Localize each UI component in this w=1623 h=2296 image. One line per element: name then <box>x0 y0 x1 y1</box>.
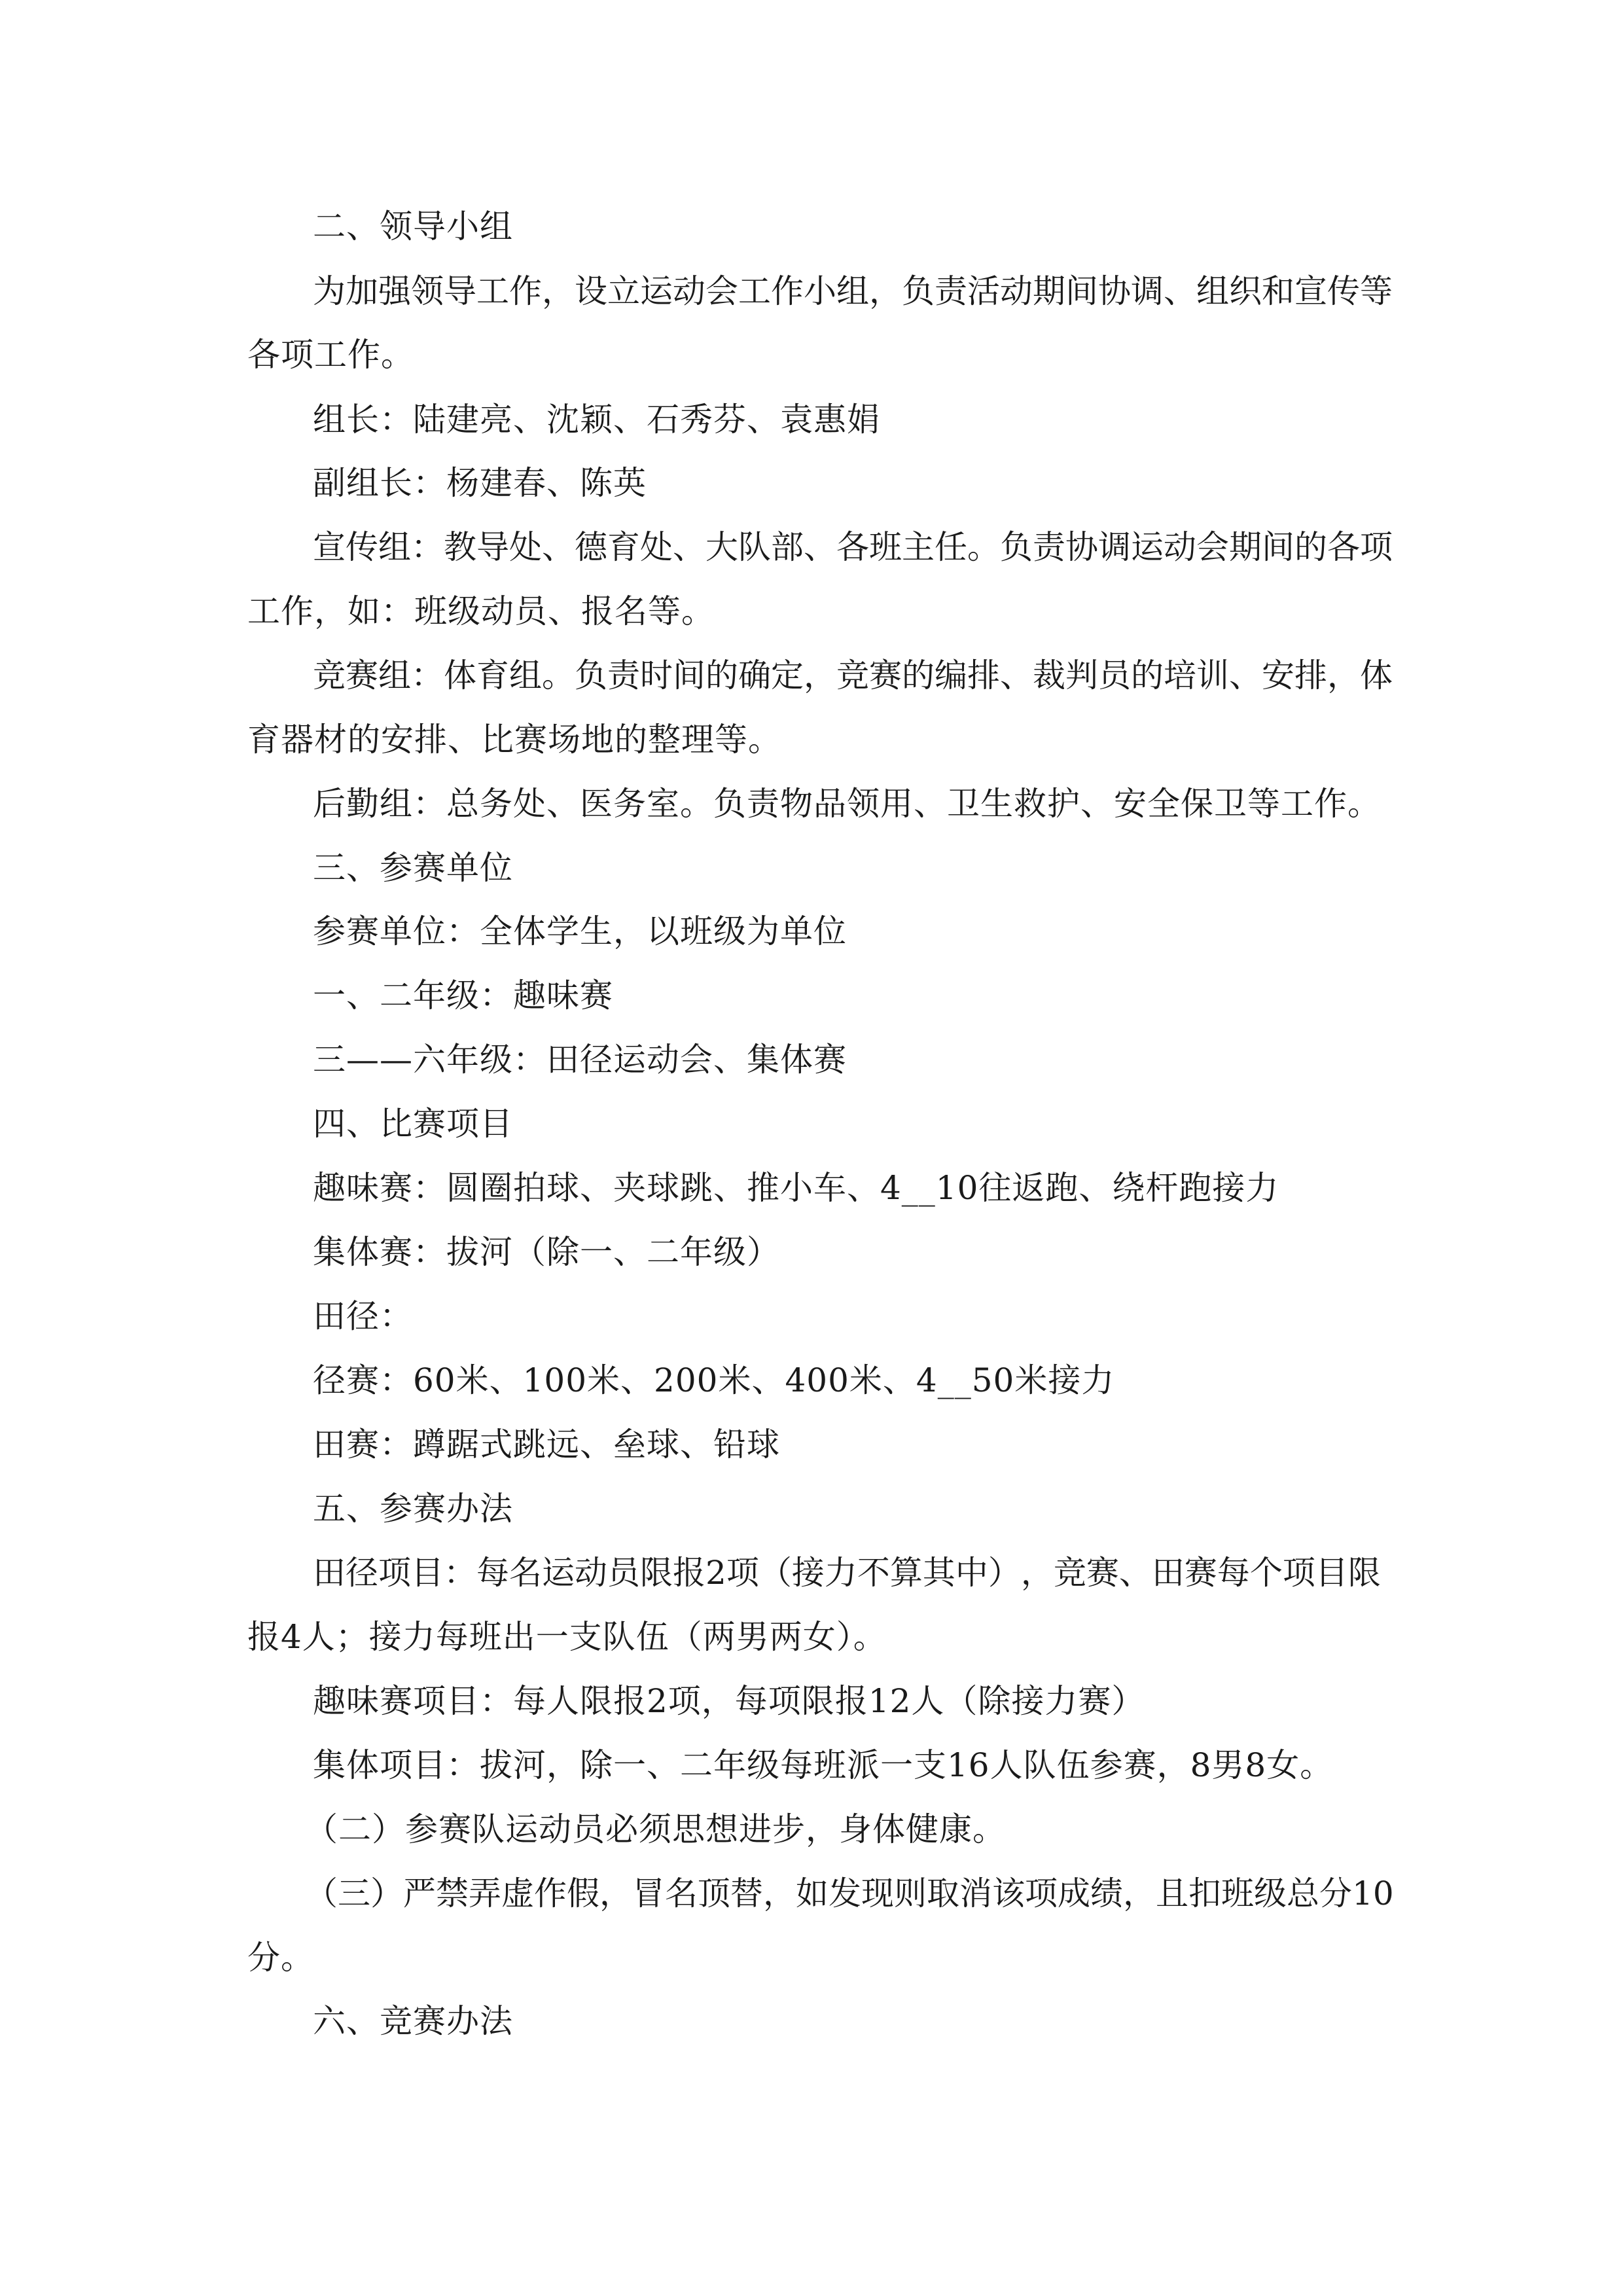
paragraph-line: 三——六年级：田径运动会、集体赛 <box>313 1041 847 1079</box>
paragraph-line: 组长：陆建亮、沈颖、石秀芬、袁惠娟 <box>313 401 880 439</box>
paragraph-line: 集体项目：拔河，除一、二年级每班派一支16人队伍参赛，8男8女。 <box>313 1746 1334 1784</box>
paragraph-line: 田径： <box>313 1297 413 1335</box>
paragraph-line: 田赛：蹲踞式跳远、垒球、铅球 <box>313 1426 780 1463</box>
paragraph-line: （ 三 ） 严 禁 弄 虚 作 假 ， 冒 名 顶 替 ， 如 发 现 则 取 消 该 项 成 绩 ， 且 扣 班 级 总 分 1 0 <box>305 1874 1394 1912</box>
paragraph-line: （二）参赛队运动员必须思想进步，身体健康。 <box>305 1810 1006 1848</box>
heading-events: 四、比赛项目 <box>313 1105 513 1143</box>
paragraph-line: 径赛：60米、100米、200米、400米、4__50米接力 <box>313 1361 1115 1399</box>
paragraph-line: 后勤组：总务处、医务室。负责物品领用、卫生救护、安全保卫等工作。 <box>313 785 1381 823</box>
paragraph-line: 分。 <box>247 1939 314 1977</box>
heading-leadership-group: 二、领导小组 <box>313 207 513 245</box>
paragraph-line: 副组长：杨建春、陈英 <box>313 464 647 502</box>
paragraph-line: 趣味赛：圆圈拍球、夹球跳、推小车、4__10往返跑、绕杆跑接力 <box>313 1169 1279 1207</box>
paragraph-line: 各项工作。 <box>247 336 414 374</box>
paragraph-line: 竞 赛 组 ： 体 育 组 。 负 责 时 间 的 确 定 ， 竞 赛 的 编 排 、 裁 判 员 的 培 训 、 安 排 ， 体 <box>313 656 1393 694</box>
paragraph-line: 参赛单位：全体学生，以班级为单位 <box>313 912 847 950</box>
heading-participating-units: 三、参赛单位 <box>313 849 513 887</box>
paragraph-line: 报4人；接力每班出一支队伍（两男两女）。 <box>247 1618 887 1656</box>
paragraph-line: 一、二年级：趣味赛 <box>313 977 613 1014</box>
paragraph-line: 育器材的安排、比赛场地的整理等。 <box>247 721 781 759</box>
paragraph-line: 田 径 项 目 ： 每 名 运 动 员 限 报 2 项 （ 接 力 不 算 其 中 ） ， 竞 赛 、 田 赛 每 个 项 目 限 <box>313 1554 1381 1592</box>
paragraph-line: 工作，如：班级动员、报名等。 <box>247 592 715 630</box>
paragraph-line: 趣味赛项目：每人限报2项，每项限报12人（除接力赛） <box>313 1682 1145 1720</box>
paragraph-line: 集体赛：拔河（除一、二年级） <box>313 1233 780 1271</box>
paragraph-line: 为 加 强 领 导 工 作 ， 设 立 运 动 会 工 作 小 组 ， 负 责 活 动 期 间 协 调 、 组 织 和 宣 传 等 <box>313 272 1393 310</box>
heading-competition-rules: 六、竞赛办法 <box>313 2002 513 2040</box>
paragraph-line: 宣 传 组 ： 教 导 处 、 德 育 处 、 大 队 部 、 各 班 主 任 。 负 责 协 调 运 动 会 期 间 的 各 项 <box>313 528 1393 566</box>
heading-entry-rules: 五、参赛办法 <box>313 1490 513 1528</box>
